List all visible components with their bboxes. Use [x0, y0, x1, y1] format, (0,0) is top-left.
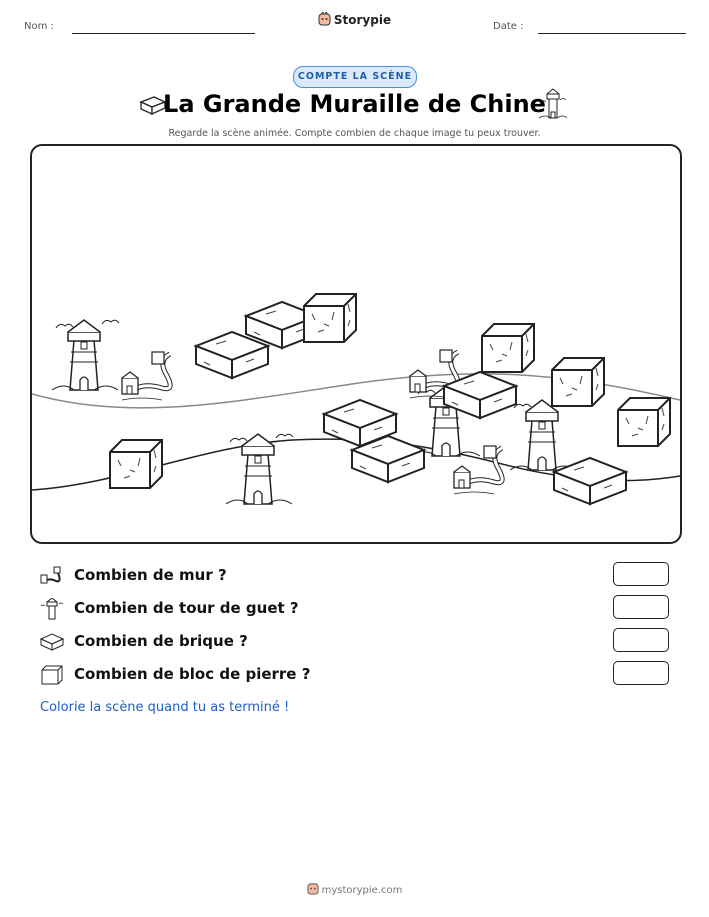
- answer-box-watchtower[interactable]: [613, 595, 669, 619]
- scene-brick-6: [554, 458, 626, 504]
- site-footer: [0, 882, 709, 898]
- answer-box-stone-block[interactable]: [613, 661, 669, 685]
- date-line[interactable]: [538, 33, 686, 34]
- scene-block-1: [304, 294, 356, 342]
- question-text: Combien de brique ?: [74, 632, 248, 650]
- question-text: Combien de bloc de pierre ?: [74, 665, 311, 683]
- scene-block-4: [618, 398, 670, 446]
- storypie-logo-icon: [318, 12, 331, 29]
- name-label: Nom :: [24, 21, 54, 32]
- question-wall: [40, 563, 680, 589]
- scene-block-2: [482, 324, 534, 372]
- question-text: Combien de tour de guet ?: [74, 599, 299, 617]
- question-brick: [40, 629, 680, 655]
- site-url[interactable]: mystorypie.com: [321, 885, 403, 896]
- stone-block-icon: [40, 664, 64, 686]
- scene-block-5: [110, 440, 162, 488]
- brick-icon: [40, 631, 64, 653]
- question-stone-block: [40, 662, 680, 688]
- page-title: La Grande Muraille de Chine: [163, 90, 546, 118]
- scene-tower-1: [52, 320, 119, 390]
- section-badge: COMPTE LA SCÈNE: [293, 66, 417, 88]
- storypie-logo-small-icon: [307, 882, 319, 898]
- scene-wall-1: [122, 352, 170, 400]
- scene-tower-2: [226, 434, 293, 504]
- question-watchtower: [40, 596, 680, 622]
- name-line[interactable]: [72, 33, 255, 34]
- scene-block-3: [552, 358, 604, 406]
- question-text: Combien de mur ?: [74, 566, 227, 584]
- page-subtitle: Regarde la scène animée. Compte combien de chaque image tu peux trouver.: [168, 128, 541, 139]
- scene-illustration: [30, 144, 682, 544]
- coloring-instruction: Colorie la scène quand tu as terminé !: [40, 700, 290, 715]
- scene-tower-4: [510, 400, 577, 470]
- answer-box-wall[interactable]: [613, 562, 669, 586]
- brand: [0, 12, 709, 29]
- brand-name: Storypie: [333, 13, 392, 27]
- watchtower-icon: [40, 598, 64, 620]
- date-label: Date :: [493, 21, 524, 32]
- title-watchtower-icon: [537, 88, 569, 126]
- answer-box-brick[interactable]: [613, 628, 669, 652]
- wall-icon: [40, 565, 64, 587]
